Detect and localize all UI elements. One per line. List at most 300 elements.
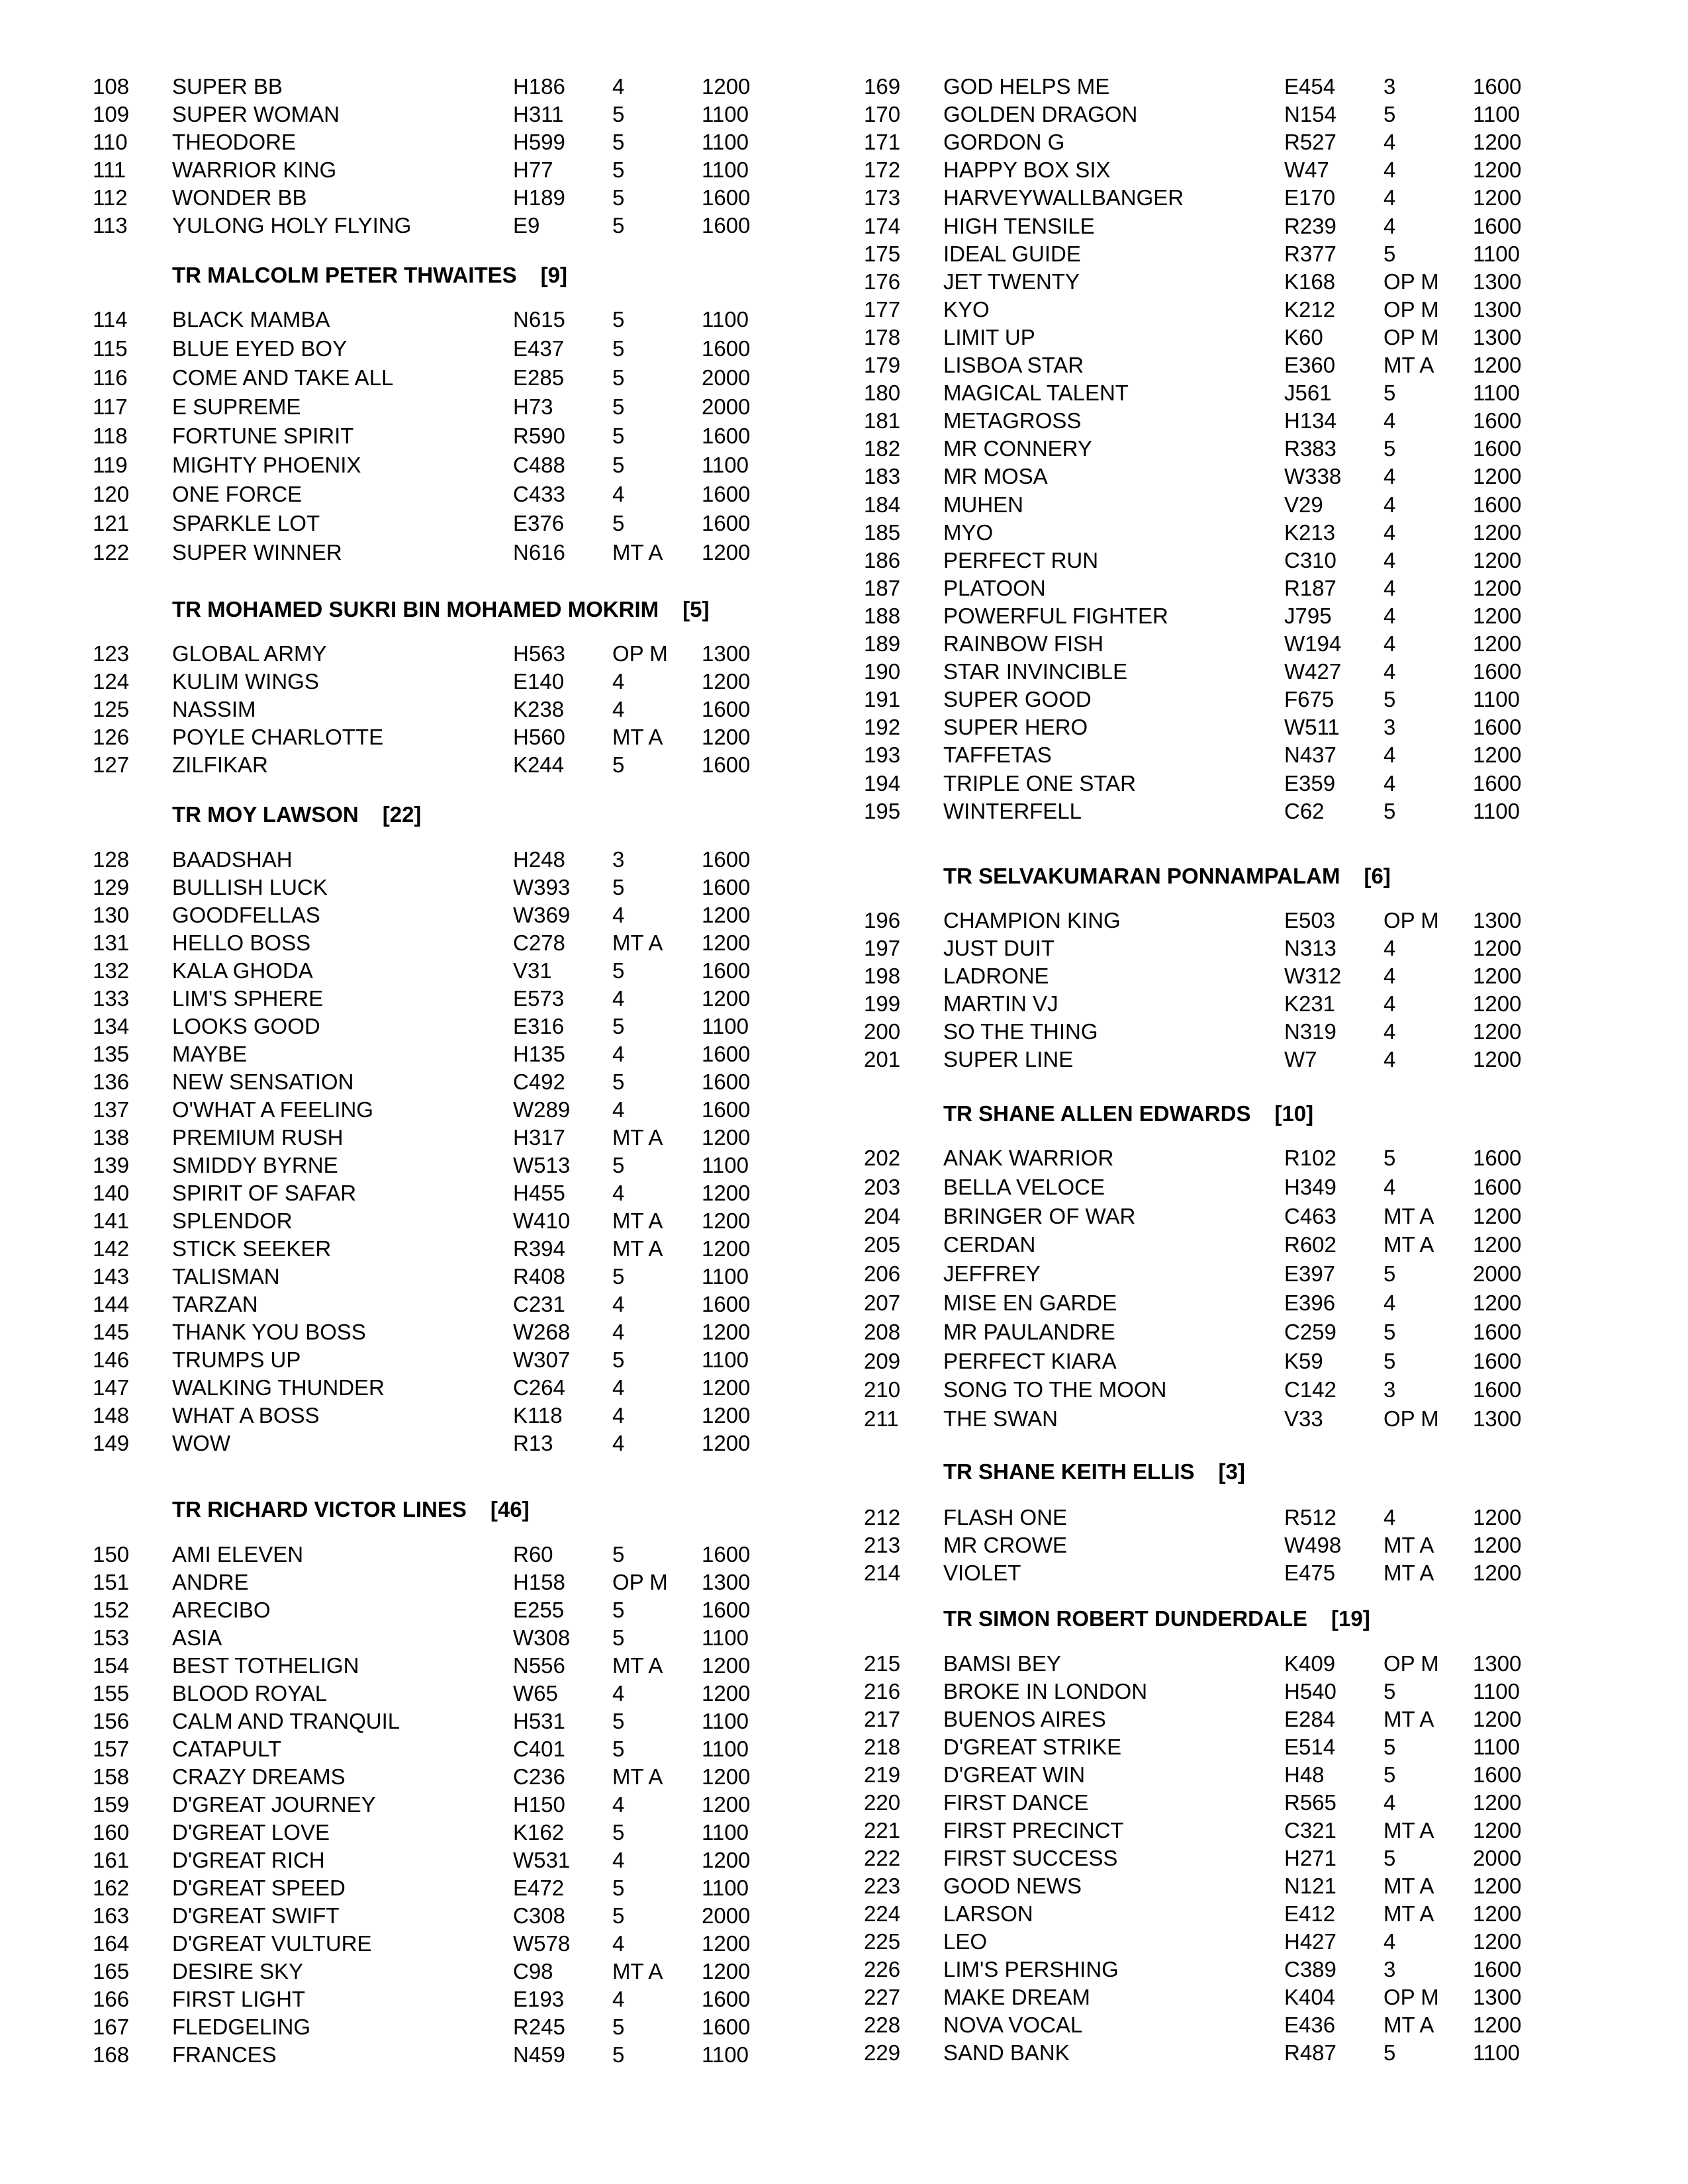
horse-name: D'GREAT STRIKE bbox=[943, 1735, 1122, 1759]
horse-code: H563 bbox=[513, 641, 565, 666]
horse-number: 207 bbox=[864, 1291, 901, 1315]
horse-code: C492 bbox=[513, 1069, 565, 1094]
horse-code: H158 bbox=[513, 1570, 565, 1594]
horse-name: DESIRE SKY bbox=[172, 1959, 304, 1983]
horse-class: 5 bbox=[612, 185, 625, 210]
horse-number: 184 bbox=[864, 492, 901, 517]
horse-code: W47 bbox=[1284, 158, 1329, 182]
race-distance: 1600 bbox=[1473, 1320, 1522, 1344]
horse-name: E SUPREME bbox=[172, 394, 301, 419]
horse-code: H427 bbox=[1284, 1929, 1336, 1954]
horse-name: ANDRE bbox=[172, 1570, 249, 1594]
horse-class: 5 bbox=[1383, 381, 1396, 405]
horse-name: MYO bbox=[943, 520, 994, 545]
race-distance: 1600 bbox=[702, 511, 751, 535]
horse-class: 5 bbox=[612, 1625, 625, 1650]
horse-class: 4 bbox=[612, 1097, 625, 1122]
race-distance: 1200 bbox=[702, 1125, 751, 1150]
horse-class: 5 bbox=[1383, 1320, 1396, 1344]
horse-class: 5 bbox=[612, 130, 625, 154]
horse-count: [19] bbox=[1331, 1606, 1370, 1631]
horse-name: THANK YOU BOSS bbox=[172, 1320, 366, 1344]
horse-name: FLASH ONE bbox=[943, 1505, 1068, 1529]
horse-number: 121 bbox=[93, 511, 130, 535]
race-distance: 1100 bbox=[1473, 102, 1520, 126]
horse-code: R383 bbox=[1284, 436, 1336, 461]
horse-number: 137 bbox=[93, 1097, 130, 1122]
horse-count: [10] bbox=[1274, 1101, 1314, 1126]
horse-name: IDEAL GUIDE bbox=[943, 242, 1081, 266]
horse-count: [9] bbox=[540, 263, 567, 287]
horse-name: LISBOA STAR bbox=[943, 353, 1084, 377]
horse-name: GOLDEN DRAGON bbox=[943, 102, 1138, 126]
horse-name: NEW SENSATION bbox=[172, 1069, 354, 1094]
horse-count: [3] bbox=[1218, 1459, 1245, 1484]
horse-number: 223 bbox=[864, 1874, 901, 1898]
horse-name: VIOLET bbox=[943, 1561, 1021, 1585]
horse-class: 5 bbox=[612, 1709, 625, 1733]
horse-code: E316 bbox=[513, 1014, 565, 1038]
horse-class: 5 bbox=[1383, 1735, 1396, 1759]
race-distance: 1200 bbox=[1473, 1019, 1522, 1044]
race-distance: 1100 bbox=[702, 158, 749, 182]
horse-number: 134 bbox=[93, 1014, 130, 1038]
horse-number: 175 bbox=[864, 242, 901, 266]
horse-number: 155 bbox=[93, 1681, 130, 1706]
horse-name: PLATOON bbox=[943, 576, 1046, 600]
horse-class: 5 bbox=[612, 752, 625, 777]
horse-name: POWERFUL FIGHTER bbox=[943, 604, 1168, 628]
horse-class: MT A bbox=[612, 1236, 663, 1261]
horse-name: NASSIM bbox=[172, 697, 256, 721]
horse-class: 5 bbox=[1383, 1261, 1396, 1286]
race-distance: 1200 bbox=[1473, 1533, 1522, 1557]
horse-name: SAND BANK bbox=[943, 2040, 1070, 2065]
trainer-header bbox=[172, 801, 421, 829]
trainer-header bbox=[943, 1100, 1313, 1128]
horse-number: 122 bbox=[93, 540, 130, 565]
horse-class: 4 bbox=[1383, 659, 1396, 684]
race-distance: 1600 bbox=[702, 336, 751, 361]
horse-code: V31 bbox=[513, 958, 552, 983]
race-distance: 1100 bbox=[702, 307, 749, 332]
horse-number: 180 bbox=[864, 381, 901, 405]
race-distance: 1200 bbox=[1473, 1874, 1522, 1898]
horse-code: C321 bbox=[1284, 1818, 1336, 1843]
race-distance: 1200 bbox=[702, 669, 751, 694]
race-distance: 1200 bbox=[1473, 991, 1522, 1016]
horse-name: SUPER WINNER bbox=[172, 540, 342, 565]
horse-number: 132 bbox=[93, 958, 130, 983]
horse-code: W578 bbox=[513, 1931, 571, 1956]
horse-number: 159 bbox=[93, 1792, 130, 1817]
horse-number: 195 bbox=[864, 799, 901, 823]
horse-code: H48 bbox=[1284, 1762, 1325, 1787]
horse-name: MR CROWE bbox=[943, 1533, 1067, 1557]
horse-code: R408 bbox=[513, 1264, 565, 1289]
race-distance: 1200 bbox=[702, 1681, 751, 1706]
horse-class: OP M bbox=[1383, 297, 1439, 322]
horse-name: KULIM WINGS bbox=[172, 669, 319, 694]
horse-code: N459 bbox=[513, 2042, 565, 2067]
horse-count: [22] bbox=[382, 802, 422, 827]
horse-number: 157 bbox=[93, 1737, 130, 1761]
horse-class: 4 bbox=[1383, 964, 1396, 988]
race-distance: 1200 bbox=[702, 1792, 751, 1817]
horse-code: W307 bbox=[513, 1347, 571, 1372]
horse-code: W7 bbox=[1284, 1047, 1317, 1071]
race-distance: 1200 bbox=[1473, 1291, 1522, 1315]
horse-number: 135 bbox=[93, 1042, 130, 1066]
race-distance: 2000 bbox=[1473, 1846, 1522, 1870]
horse-name: MAKE DREAM bbox=[943, 1985, 1090, 2009]
horse-name: PREMIUM RUSH bbox=[172, 1125, 344, 1150]
horse-class: 4 bbox=[1383, 576, 1396, 600]
horse-class: 5 bbox=[1383, 2040, 1396, 2065]
horse-class: 4 bbox=[612, 1681, 625, 1706]
trainer-header bbox=[172, 1496, 530, 1524]
horse-class: MT A bbox=[1383, 1901, 1434, 1926]
horse-number: 149 bbox=[93, 1431, 130, 1455]
race-distance: 1300 bbox=[1473, 269, 1522, 294]
horse-code: E503 bbox=[1284, 908, 1336, 933]
horse-class: 5 bbox=[612, 307, 625, 332]
horse-number: 128 bbox=[93, 847, 130, 872]
horse-code: C401 bbox=[513, 1737, 565, 1761]
race-distance: 1100 bbox=[702, 1264, 749, 1289]
horse-number: 172 bbox=[864, 158, 901, 182]
horse-name: HARVEYWALLBANGER bbox=[943, 185, 1184, 210]
horse-number: 225 bbox=[864, 1929, 901, 1954]
race-distance: 1100 bbox=[702, 1709, 749, 1733]
horse-code: H150 bbox=[513, 1792, 565, 1817]
horse-code: N154 bbox=[1284, 102, 1336, 126]
horse-class: 5 bbox=[612, 158, 625, 182]
horse-name: MAYBE bbox=[172, 1042, 248, 1066]
horse-name: JUST DUIT bbox=[943, 936, 1055, 960]
horse-number: 203 bbox=[864, 1175, 901, 1199]
horse-number: 220 bbox=[864, 1790, 901, 1815]
horse-code: R60 bbox=[513, 1542, 553, 1567]
horse-code: K118 bbox=[513, 1403, 563, 1428]
horse-class: 4 bbox=[612, 1375, 625, 1400]
horse-class: OP M bbox=[1383, 325, 1439, 349]
horse-class: 4 bbox=[612, 1320, 625, 1344]
horse-name: SUPER WOMAN bbox=[172, 102, 340, 126]
horse-number: 120 bbox=[93, 482, 130, 506]
horse-number: 187 bbox=[864, 576, 901, 600]
horse-code: E514 bbox=[1284, 1735, 1336, 1759]
horse-number: 226 bbox=[864, 1957, 901, 1981]
race-distance: 1600 bbox=[702, 1292, 751, 1316]
horse-number: 209 bbox=[864, 1349, 901, 1373]
horse-class: 4 bbox=[1383, 743, 1396, 767]
horse-name: FIRST SUCCESS bbox=[943, 1846, 1118, 1870]
horse-code: V29 bbox=[1284, 492, 1323, 517]
race-distance: 1200 bbox=[1473, 548, 1522, 572]
horse-class: 4 bbox=[612, 986, 625, 1011]
horse-code: R245 bbox=[513, 2015, 565, 2039]
race-distance: 1200 bbox=[702, 1653, 751, 1678]
race-distance: 1200 bbox=[702, 1931, 751, 1956]
horse-code: C259 bbox=[1284, 1320, 1336, 1344]
horse-code: K59 bbox=[1284, 1349, 1323, 1373]
race-distance: 1600 bbox=[702, 213, 751, 238]
horse-number: 147 bbox=[93, 1375, 130, 1400]
horse-class: MT A bbox=[612, 1208, 663, 1233]
horse-class: 4 bbox=[1383, 1175, 1396, 1199]
horse-name: STICK SEEKER bbox=[172, 1236, 332, 1261]
horse-class: 3 bbox=[1383, 1377, 1396, 1402]
race-distance: 1200 bbox=[702, 1431, 751, 1455]
horse-number: 198 bbox=[864, 964, 901, 988]
race-distance: 1200 bbox=[702, 1403, 751, 1428]
horse-code: E193 bbox=[513, 1987, 565, 2011]
race-distance: 1100 bbox=[702, 2042, 749, 2067]
race-distance: 1300 bbox=[1473, 908, 1522, 933]
horse-class: 4 bbox=[1383, 408, 1396, 433]
horse-number: 163 bbox=[93, 1903, 130, 1928]
horse-number: 168 bbox=[93, 2042, 130, 2067]
horse-number: 191 bbox=[864, 687, 901, 711]
race-distance: 1600 bbox=[702, 1542, 751, 1567]
horse-name: LIMIT UP bbox=[943, 325, 1035, 349]
left-column bbox=[93, 0, 937, 2184]
horse-name: D'GREAT RICH bbox=[172, 1848, 325, 1872]
horse-code: W268 bbox=[513, 1320, 571, 1344]
horse-number: 169 bbox=[864, 74, 901, 99]
horse-class: 3 bbox=[1383, 1957, 1396, 1981]
horse-number: 216 bbox=[864, 1679, 901, 1704]
horse-name: PERFECT KIARA bbox=[943, 1349, 1117, 1373]
horse-code: H135 bbox=[513, 1042, 565, 1066]
race-distance: 1600 bbox=[1473, 659, 1522, 684]
horse-class: MT A bbox=[612, 931, 663, 955]
horse-class: MT A bbox=[1383, 2013, 1434, 2037]
horse-name: D'GREAT LOVE bbox=[172, 1820, 330, 1844]
horse-number: 208 bbox=[864, 1320, 901, 1344]
horse-class: MT A bbox=[1383, 1533, 1434, 1557]
horse-class: OP M bbox=[1383, 1985, 1439, 2009]
horse-code: E359 bbox=[1284, 771, 1336, 796]
horse-number: 221 bbox=[864, 1818, 901, 1843]
horse-class: OP M bbox=[1383, 908, 1439, 933]
horse-name: FORTUNE SPIRIT bbox=[172, 424, 354, 448]
horse-number: 186 bbox=[864, 548, 901, 572]
horse-code: C231 bbox=[513, 1292, 565, 1316]
horse-name: HELLO BOSS bbox=[172, 931, 311, 955]
horse-number: 160 bbox=[93, 1820, 130, 1844]
trainer-header bbox=[943, 862, 1391, 890]
horse-class: 5 bbox=[612, 1903, 625, 1928]
horse-number: 108 bbox=[93, 74, 130, 99]
horse-class: MT A bbox=[1383, 1818, 1434, 1843]
race-distance: 1200 bbox=[1473, 743, 1522, 767]
race-distance: 1200 bbox=[1473, 936, 1522, 960]
race-distance: 1600 bbox=[1473, 74, 1522, 99]
horse-number: 202 bbox=[864, 1146, 901, 1170]
horse-name: SPARKLE LOT bbox=[172, 511, 320, 535]
horse-class: 4 bbox=[612, 1792, 625, 1817]
horse-code: E437 bbox=[513, 336, 565, 361]
horse-number: 215 bbox=[864, 1651, 901, 1676]
horse-class: MT A bbox=[612, 1653, 663, 1678]
right-column bbox=[864, 0, 1688, 2184]
horse-name: MR PAULANDRE bbox=[943, 1320, 1115, 1344]
horse-class: 4 bbox=[612, 903, 625, 927]
horse-class: 5 bbox=[612, 1014, 625, 1038]
race-distance: 1600 bbox=[702, 875, 751, 899]
horse-number: 189 bbox=[864, 631, 901, 656]
horse-class: 4 bbox=[1383, 492, 1396, 517]
horse-name: KALA GHODA bbox=[172, 958, 313, 983]
race-distance: 1600 bbox=[702, 185, 751, 210]
race-distance: 1600 bbox=[702, 2015, 751, 2039]
horse-name: BUENOS AIRES bbox=[943, 1707, 1106, 1731]
horse-class: 4 bbox=[612, 1931, 625, 1956]
horse-number: 113 bbox=[93, 213, 128, 238]
horse-name: THE SWAN bbox=[943, 1406, 1058, 1431]
horse-name: WINTERFELL bbox=[943, 799, 1082, 823]
horse-class: 4 bbox=[1383, 464, 1396, 488]
race-distance: 1100 bbox=[1473, 799, 1520, 823]
horse-class: MT A bbox=[1383, 1561, 1434, 1585]
horse-class: 4 bbox=[1383, 520, 1396, 545]
horse-number: 161 bbox=[93, 1848, 130, 1872]
horse-number: 170 bbox=[864, 102, 901, 126]
race-distance: 1600 bbox=[702, 1598, 751, 1622]
race-distance: 1200 bbox=[1473, 631, 1522, 656]
horse-name: SUPER HERO bbox=[943, 715, 1088, 739]
horse-code: H349 bbox=[1284, 1175, 1336, 1199]
horse-code: C98 bbox=[513, 1959, 553, 1983]
horse-code: W65 bbox=[513, 1681, 558, 1706]
horse-code: R590 bbox=[513, 424, 565, 448]
race-distance: 1200 bbox=[1473, 1790, 1522, 1815]
horse-name: HIGH TENSILE bbox=[943, 214, 1095, 238]
race-distance: 1200 bbox=[1473, 1232, 1522, 1257]
horse-class: 4 bbox=[1383, 631, 1396, 656]
race-distance: 1100 bbox=[1473, 687, 1520, 711]
horse-name: TARZAN bbox=[172, 1292, 258, 1316]
horse-code: C264 bbox=[513, 1375, 565, 1400]
horse-code: K162 bbox=[513, 1820, 565, 1844]
race-distance: 1200 bbox=[702, 725, 751, 749]
race-distance: 1200 bbox=[702, 1320, 751, 1344]
race-distance: 1600 bbox=[1473, 1349, 1522, 1373]
race-distance: 1200 bbox=[1473, 2013, 1522, 2037]
race-distance: 1100 bbox=[702, 102, 749, 126]
horse-class: 5 bbox=[612, 1153, 625, 1177]
horse-name: MUHEN bbox=[943, 492, 1023, 517]
horse-name: WHAT A BOSS bbox=[172, 1403, 320, 1428]
horse-code: K404 bbox=[1284, 1985, 1336, 2009]
horse-name: CRAZY DREAMS bbox=[172, 1764, 346, 1789]
trainer-name: TR RICHARD VICTOR LINES bbox=[172, 1497, 467, 1522]
horse-name: JET TWENTY bbox=[943, 269, 1080, 294]
horse-code: E284 bbox=[1284, 1707, 1336, 1731]
horse-name: GLOBAL ARMY bbox=[172, 641, 327, 666]
race-distance: 1100 bbox=[702, 1014, 749, 1038]
horse-code: K409 bbox=[1284, 1651, 1336, 1676]
horse-class: 5 bbox=[1383, 1349, 1396, 1373]
horse-class: 5 bbox=[612, 424, 625, 448]
horse-name: JEFFREY bbox=[943, 1261, 1041, 1286]
race-distance: 1200 bbox=[702, 1848, 751, 1872]
horse-code: H134 bbox=[1284, 408, 1336, 433]
horse-number: 218 bbox=[864, 1735, 901, 1759]
horse-class: 5 bbox=[612, 1069, 625, 1094]
horse-number: 212 bbox=[864, 1505, 901, 1529]
horse-number: 196 bbox=[864, 908, 901, 933]
horse-class: 4 bbox=[612, 669, 625, 694]
horse-name: WALKING THUNDER bbox=[172, 1375, 385, 1400]
horse-class: OP M bbox=[612, 1570, 668, 1594]
horse-class: 4 bbox=[1383, 1790, 1396, 1815]
horse-code: N121 bbox=[1284, 1874, 1336, 1898]
horse-name: BAMSI BEY bbox=[943, 1651, 1061, 1676]
horse-number: 188 bbox=[864, 604, 901, 628]
horse-name: CERDAN bbox=[943, 1232, 1036, 1257]
horse-code: K231 bbox=[1284, 991, 1336, 1016]
horse-number: 111 bbox=[93, 158, 126, 182]
horse-number: 150 bbox=[93, 1542, 130, 1567]
horse-code: W289 bbox=[513, 1097, 571, 1122]
race-distance: 2000 bbox=[702, 365, 751, 390]
horse-class: 4 bbox=[612, 1181, 625, 1205]
horse-number: 193 bbox=[864, 743, 901, 767]
horse-code: C236 bbox=[513, 1764, 565, 1789]
race-distance: 1600 bbox=[1473, 408, 1522, 433]
horse-code: V33 bbox=[1284, 1406, 1323, 1431]
horse-number: 213 bbox=[864, 1533, 901, 1557]
race-distance: 1600 bbox=[702, 1069, 751, 1094]
horse-name: GOOD NEWS bbox=[943, 1874, 1082, 1898]
horse-name: O'WHAT A FEELING bbox=[172, 1097, 373, 1122]
horse-name: BLUE EYED BOY bbox=[172, 336, 348, 361]
horse-class: 5 bbox=[612, 2042, 625, 2067]
horse-name: KYO bbox=[943, 297, 990, 322]
race-distance: 2000 bbox=[702, 394, 751, 419]
horse-name: PERFECT RUN bbox=[943, 548, 1099, 572]
horse-number: 154 bbox=[93, 1653, 130, 1678]
horse-class: 4 bbox=[1383, 771, 1396, 796]
race-distance: 1100 bbox=[1473, 1735, 1520, 1759]
horse-code: E255 bbox=[513, 1598, 565, 1622]
horse-number: 152 bbox=[93, 1598, 130, 1622]
horse-class: MT A bbox=[612, 540, 663, 565]
horse-class: 5 bbox=[612, 336, 625, 361]
horse-name: GORDON G bbox=[943, 130, 1065, 154]
horse-number: 139 bbox=[93, 1153, 130, 1177]
race-distance: 1200 bbox=[702, 540, 751, 565]
horse-class: OP M bbox=[1383, 269, 1439, 294]
horse-class: 4 bbox=[1383, 936, 1396, 960]
horse-name: THEODORE bbox=[172, 130, 297, 154]
horse-name: ASIA bbox=[172, 1625, 222, 1650]
horse-number: 222 bbox=[864, 1846, 901, 1870]
horse-name: MARTIN VJ bbox=[943, 991, 1058, 1016]
horse-number: 117 bbox=[93, 394, 128, 419]
horse-number: 140 bbox=[93, 1181, 130, 1205]
horse-code: W427 bbox=[1284, 659, 1342, 684]
horse-class: 5 bbox=[612, 213, 625, 238]
horse-class: 5 bbox=[612, 2015, 625, 2039]
horse-name: POYLE CHARLOTTE bbox=[172, 725, 384, 749]
horse-name: LOOKS GOOD bbox=[172, 1014, 320, 1038]
trainer-name: TR SELVAKUMARAN PONNAMPALAM bbox=[943, 864, 1340, 888]
race-distance: 1200 bbox=[702, 1236, 751, 1261]
